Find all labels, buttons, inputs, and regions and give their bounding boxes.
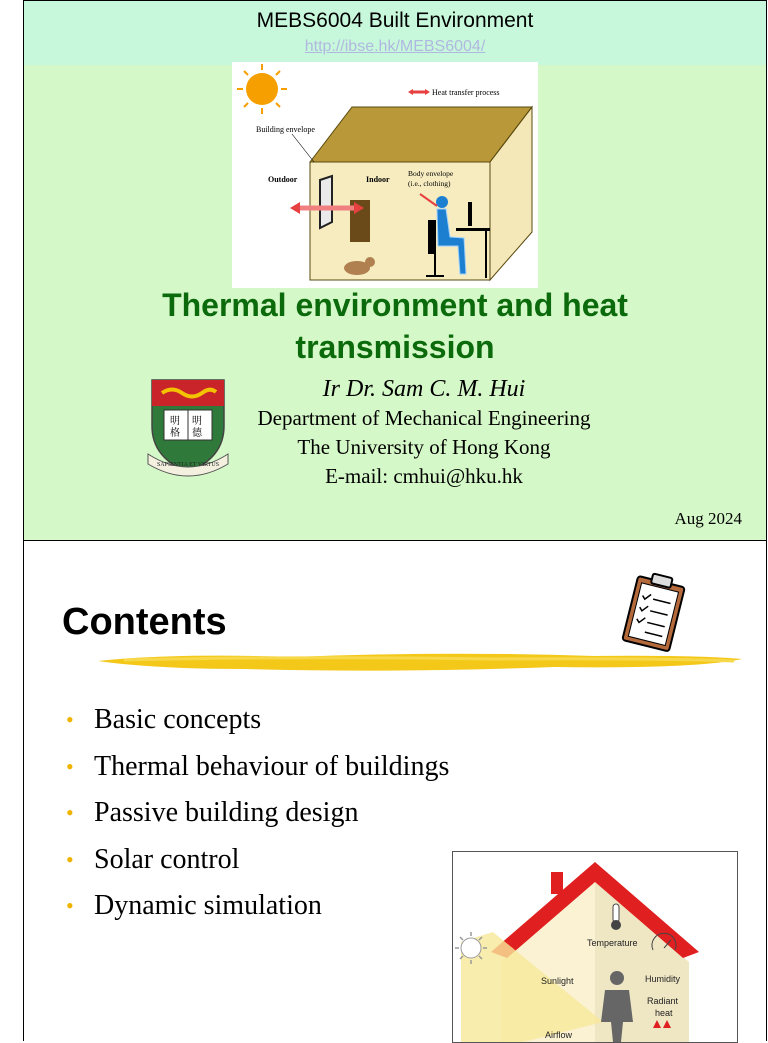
building-envelope-label: Building envelope <box>256 125 315 134</box>
department: Department of Mechanical Engineering <box>257 406 591 430</box>
indoor-label: Indoor <box>366 175 390 184</box>
bullet-icon: • <box>66 753 74 779</box>
thermometer-icon <box>611 904 621 930</box>
list-item: • Solar control <box>64 837 449 884</box>
university-crest-logo <box>144 376 232 480</box>
house-comfort-illustration <box>452 851 738 1043</box>
heat-transfer-legend <box>408 88 500 97</box>
contents-list <box>64 697 449 930</box>
bullet-icon: • <box>66 707 74 732</box>
sun-icon <box>237 64 287 114</box>
contents-slide <box>23 541 767 1041</box>
body-envelope-label: Body envelope <box>408 169 454 178</box>
author-name: Ir Dr. Sam C. M. Hui <box>322 376 526 402</box>
humidity-label: Humidity <box>645 974 681 984</box>
bullet-icon: • <box>66 893 74 918</box>
clothing-label: (i.e., clothing) <box>408 179 451 188</box>
author-block <box>224 374 624 491</box>
course-title: MEBS6004 Built Environment <box>256 9 534 32</box>
clipboard-icon <box>620 571 690 653</box>
course-url-link[interactable]: http://ibse.hk/MEBS6004/ <box>304 38 486 55</box>
temperature-label: Temperature <box>587 938 638 948</box>
email: E-mail: cmhui@hku.hk <box>325 464 523 488</box>
outdoor-label: Outdoor <box>268 175 298 184</box>
radiant-heat-label: Radiant <box>647 996 679 1006</box>
title-line-2: transmission <box>295 329 495 365</box>
sunlight-label: Sunlight <box>541 976 574 986</box>
svg-text:明: 明 <box>192 416 202 427</box>
university: The University of Hong Kong <box>297 435 551 459</box>
presentation-title <box>24 284 766 368</box>
heat-transfer-label: Heat transfer process <box>432 88 500 97</box>
list-item: • Passive building design <box>64 790 449 837</box>
header-banner <box>24 1 766 65</box>
title-line-1: Thermal environment and heat <box>162 287 628 323</box>
svg-text:德: 德 <box>192 428 202 439</box>
crest-motto: SAPIENTIA ET VIRTUS <box>156 462 220 468</box>
bullet-icon: • <box>66 800 74 825</box>
title-slide <box>23 0 767 541</box>
list-item: • Basic concepts <box>64 697 449 744</box>
heat-transfer-illustration <box>232 62 538 288</box>
airflow-label: Airflow <box>545 1030 573 1040</box>
list-item: • Dynamic simulation <box>64 883 449 930</box>
presentation-date: Aug 2024 <box>674 509 742 528</box>
list-item: • Thermal behaviour of buildings <box>64 744 449 791</box>
svg-text:格: 格 <box>170 428 180 439</box>
svg-text:明: 明 <box>170 416 180 427</box>
radiant-heat-label-2: heat <box>655 1008 673 1018</box>
slide-title: Contents <box>62 601 227 643</box>
bullet-icon: • <box>66 846 74 872</box>
